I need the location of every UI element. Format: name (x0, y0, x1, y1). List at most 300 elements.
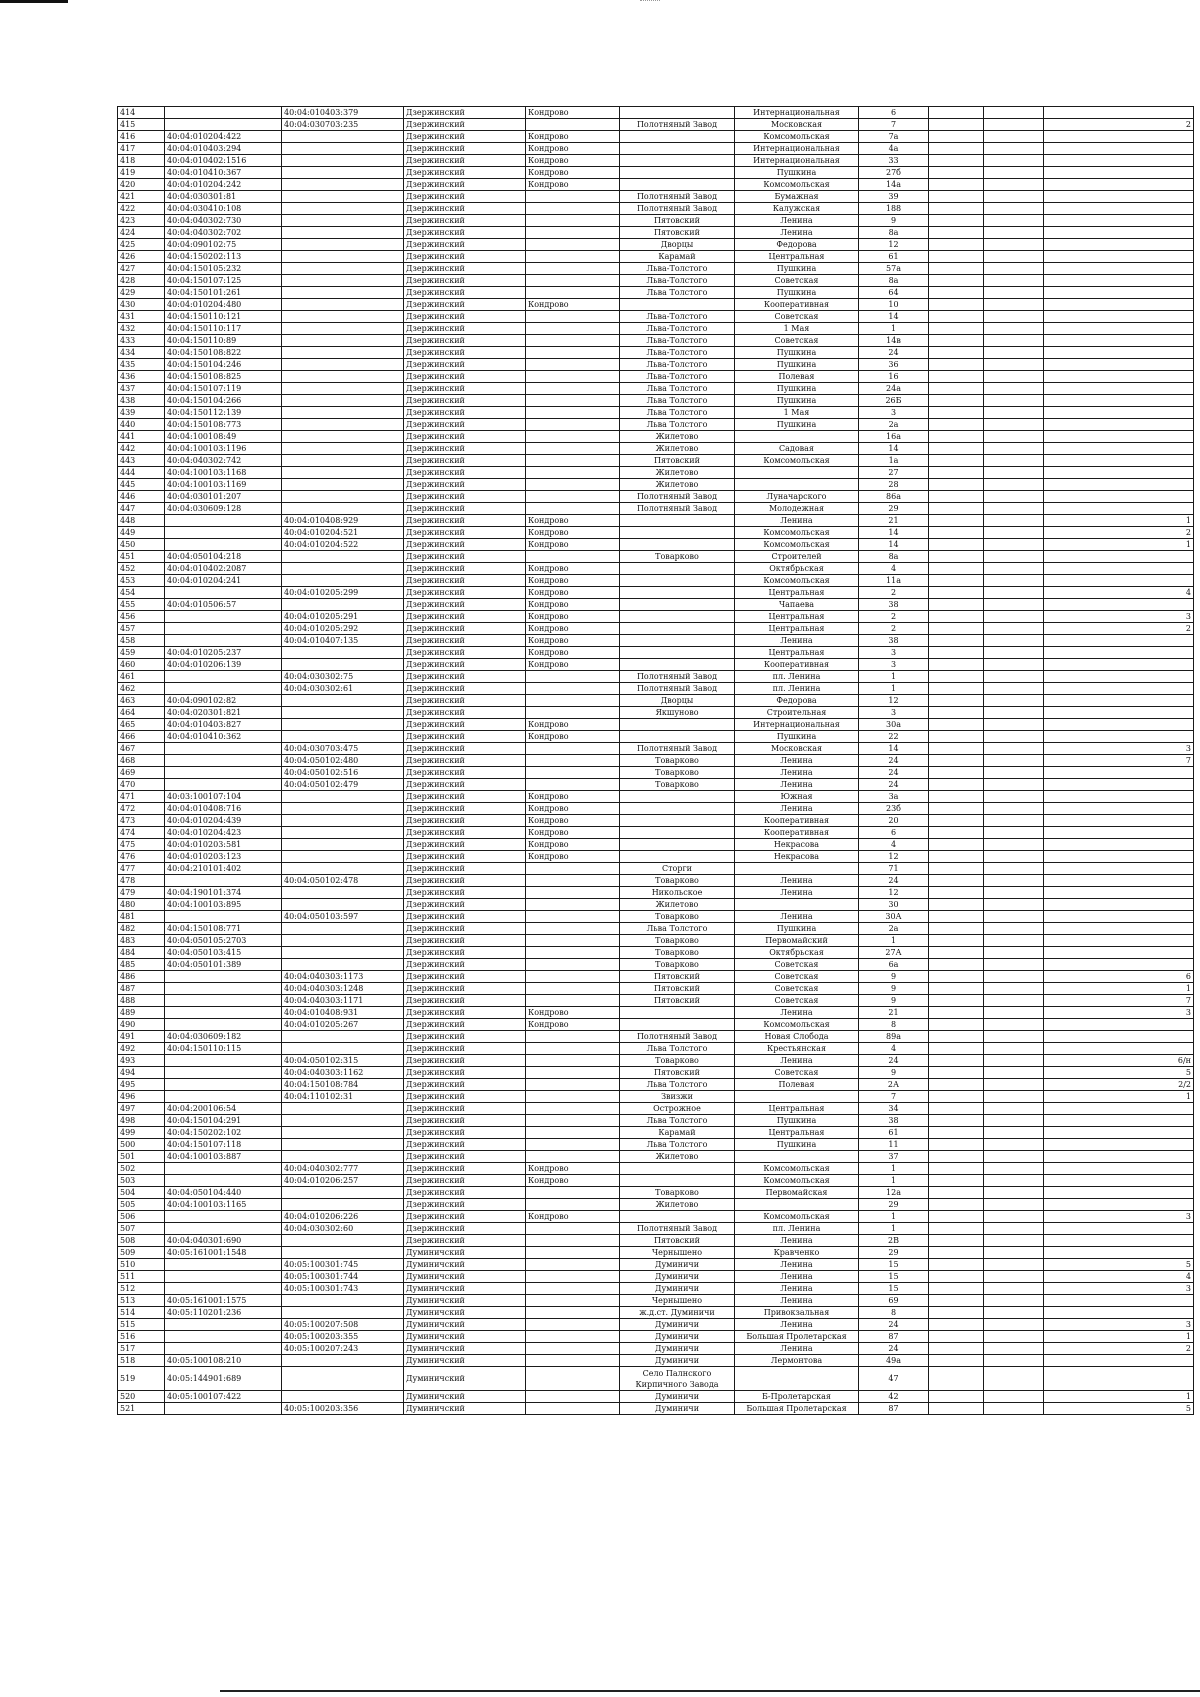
house-number: 14 (859, 743, 929, 755)
street-name: Ленина (735, 1319, 859, 1331)
cadastral-number-land (165, 539, 282, 551)
city-name (526, 263, 620, 275)
street-name: Пушкина (735, 731, 859, 743)
street-name: Центральная (735, 647, 859, 659)
row-number: 414 (118, 107, 165, 119)
district-name: Дзержинский (404, 887, 526, 899)
settlement-name: Жилетово (620, 443, 735, 455)
settlement-name: Пятовский (620, 1067, 735, 1079)
table-row (118, 563, 1194, 575)
cadastral-number-land: 40:04:030609:128 (165, 503, 282, 515)
table-row (118, 935, 1194, 947)
empty-cell (984, 263, 1044, 275)
district-name: Дзержинский (404, 623, 526, 635)
empty-cell (984, 875, 1044, 887)
row-number: 468 (118, 755, 165, 767)
apartment-number (1044, 143, 1194, 155)
district-name: Дзержинский (404, 635, 526, 647)
empty-cell (929, 1211, 984, 1223)
district-name: Дзержинский (404, 827, 526, 839)
table-row (118, 911, 1194, 923)
city-name: Кондрово (526, 167, 620, 179)
settlement-name: Товарково (620, 1187, 735, 1199)
empty-cell (984, 1091, 1044, 1103)
house-number: 64 (859, 287, 929, 299)
empty-cell (929, 1031, 984, 1043)
table-row (118, 815, 1194, 827)
empty-cell (984, 1331, 1044, 1343)
settlement-name (620, 179, 735, 191)
empty-cell (929, 815, 984, 827)
cadastral-number-land: 40:04:150108:773 (165, 419, 282, 431)
settlement-name: Льва Толстого (620, 1079, 735, 1091)
house-number: 8а (859, 227, 929, 239)
apartment-number: 5 (1044, 1067, 1194, 1079)
empty-cell (929, 887, 984, 899)
empty-cell (929, 1019, 984, 1031)
empty-cell (984, 659, 1044, 671)
empty-cell (984, 599, 1044, 611)
table-row (118, 671, 1194, 683)
apartment-number (1044, 671, 1194, 683)
apartment-number (1044, 1127, 1194, 1139)
cadastral-number-building (282, 707, 404, 719)
street-name (735, 1151, 859, 1163)
empty-cell (984, 863, 1044, 875)
empty-cell (984, 923, 1044, 935)
city-name (526, 755, 620, 767)
empty-cell (984, 323, 1044, 335)
city-name (526, 1331, 620, 1343)
district-name: Дзержинский (404, 1079, 526, 1091)
row-number: 454 (118, 587, 165, 599)
apartment-number (1044, 767, 1194, 779)
cadastral-number-land: 40:04:100103:1165 (165, 1199, 282, 1211)
city-name (526, 1367, 620, 1391)
row-number: 469 (118, 767, 165, 779)
apartment-number: 2 (1044, 623, 1194, 635)
cadastral-number-building (282, 827, 404, 839)
district-name: Дзержинский (404, 275, 526, 287)
apartment-number (1044, 359, 1194, 371)
settlement-name (620, 1007, 735, 1019)
empty-cell (984, 1175, 1044, 1187)
house-number: 38 (859, 599, 929, 611)
row-number: 519 (118, 1367, 165, 1391)
settlement-name: Льва-Толстого (620, 359, 735, 371)
table-row (118, 119, 1194, 131)
cadastral-number-building: 40:04:040303:1248 (282, 983, 404, 995)
row-number: 456 (118, 611, 165, 623)
row-number: 447 (118, 503, 165, 515)
apartment-number (1044, 383, 1194, 395)
cadastral-number-land: 40:04:150112:139 (165, 407, 282, 419)
apartment-number (1044, 371, 1194, 383)
empty-cell (984, 887, 1044, 899)
row-number: 449 (118, 527, 165, 539)
street-name: Комсомольская (735, 539, 859, 551)
cadastral-number-building (282, 323, 404, 335)
settlement-name: Полотняный Завод (620, 203, 735, 215)
district-name: Дзержинский (404, 1067, 526, 1079)
settlement-name (620, 107, 735, 119)
street-name: Ленина (735, 755, 859, 767)
street-name: Пушкина (735, 923, 859, 935)
row-number: 485 (118, 959, 165, 971)
cadastral-number-land (165, 515, 282, 527)
row-number: 494 (118, 1067, 165, 1079)
district-name: Дзержинский (404, 1055, 526, 1067)
cadastral-number-building (282, 179, 404, 191)
cadastral-number-building (282, 719, 404, 731)
empty-cell (984, 287, 1044, 299)
apartment-number (1044, 731, 1194, 743)
empty-cell (984, 1139, 1044, 1151)
apartment-number (1044, 1151, 1194, 1163)
house-number: 12 (859, 695, 929, 707)
empty-cell (984, 1391, 1044, 1403)
cadastral-number-building (282, 1151, 404, 1163)
table-row (118, 1271, 1194, 1283)
apartment-number (1044, 815, 1194, 827)
row-number: 488 (118, 995, 165, 1007)
city-name: Кондрово (526, 659, 620, 671)
cadastral-number-building: 40:05:100301:745 (282, 1259, 404, 1271)
street-name (735, 1199, 859, 1211)
district-name: Дзержинский (404, 179, 526, 191)
district-name: Дзержинский (404, 311, 526, 323)
city-name (526, 119, 620, 131)
apartment-number: 6/н (1044, 1055, 1194, 1067)
row-number: 493 (118, 1055, 165, 1067)
apartment-number (1044, 1103, 1194, 1115)
empty-cell (929, 1163, 984, 1175)
apartment-number: 1 (1044, 539, 1194, 551)
empty-cell (984, 683, 1044, 695)
empty-cell (984, 347, 1044, 359)
empty-cell (929, 203, 984, 215)
empty-cell (929, 1007, 984, 1019)
cadastral-number-land: 40:05:100107:422 (165, 1391, 282, 1403)
street-name: Пушкина (735, 287, 859, 299)
city-name (526, 371, 620, 383)
settlement-name: Жилетово (620, 899, 735, 911)
district-name: Дзержинский (404, 671, 526, 683)
row-number: 505 (118, 1199, 165, 1211)
cadastral-number-land (165, 1223, 282, 1235)
apartment-number: 2/2 (1044, 1079, 1194, 1091)
table-row (118, 791, 1194, 803)
street-name: Кооперативная (735, 659, 859, 671)
empty-cell (929, 791, 984, 803)
cadastral-number-building: 40:04:040303:1171 (282, 995, 404, 1007)
house-number: 15 (859, 1259, 929, 1271)
district-name: Дзержинский (404, 455, 526, 467)
row-number: 416 (118, 131, 165, 143)
cadastral-number-land (165, 1067, 282, 1079)
street-name: Ленина (735, 887, 859, 899)
empty-cell (984, 587, 1044, 599)
street-name (735, 863, 859, 875)
settlement-name: Село Палнского Кирпичного Завода (620, 1367, 735, 1391)
city-name: Кондрово (526, 635, 620, 647)
city-name (526, 1187, 620, 1199)
table-row (118, 539, 1194, 551)
settlement-name: Льва-Толстого (620, 371, 735, 383)
empty-cell (929, 575, 984, 587)
empty-cell (984, 611, 1044, 623)
city-name (526, 407, 620, 419)
city-name (526, 1391, 620, 1403)
table-row (118, 479, 1194, 491)
apartment-number (1044, 827, 1194, 839)
empty-cell (929, 899, 984, 911)
settlement-name: Думиничи (620, 1331, 735, 1343)
empty-cell (984, 755, 1044, 767)
house-number: 36 (859, 359, 929, 371)
city-name: Кондрово (526, 1175, 620, 1187)
house-number: 71 (859, 863, 929, 875)
apartment-number (1044, 575, 1194, 587)
empty-cell (929, 1295, 984, 1307)
apartment-number (1044, 503, 1194, 515)
empty-cell (929, 263, 984, 275)
district-name: Дзержинский (404, 947, 526, 959)
cadastral-number-land: 40:04:150101:261 (165, 287, 282, 299)
city-name (526, 419, 620, 431)
settlement-name: Товарково (620, 551, 735, 563)
city-name (526, 887, 620, 899)
house-number: 1 (859, 1211, 929, 1223)
cadastral-number-land (165, 623, 282, 635)
empty-cell (929, 1127, 984, 1139)
empty-cell (984, 1223, 1044, 1235)
cadastral-number-land: 40:04:010402:1516 (165, 155, 282, 167)
cadastral-number-building (282, 791, 404, 803)
district-name: Дзержинский (404, 731, 526, 743)
row-number: 487 (118, 983, 165, 995)
table-row (118, 1067, 1194, 1079)
street-name: Комсомольская (735, 527, 859, 539)
table-row (118, 251, 1194, 263)
settlement-name: Острожное (620, 1103, 735, 1115)
district-name: Дзержинский (404, 1127, 526, 1139)
table-row (118, 707, 1194, 719)
cadastral-number-building (282, 851, 404, 863)
street-name: Ленина (735, 1235, 859, 1247)
cadastral-number-land: 40:04:010204:439 (165, 815, 282, 827)
apartment-number: 3 (1044, 1283, 1194, 1295)
empty-cell (929, 119, 984, 131)
street-name: Московская (735, 743, 859, 755)
apartment-number (1044, 695, 1194, 707)
cadastral-number-building: 40:05:100203:356 (282, 1403, 404, 1415)
row-number: 423 (118, 215, 165, 227)
empty-cell (929, 1055, 984, 1067)
row-number: 437 (118, 383, 165, 395)
apartment-number (1044, 875, 1194, 887)
empty-cell (929, 1187, 984, 1199)
street-name: Октябрьская (735, 947, 859, 959)
city-name (526, 1031, 620, 1043)
city-name (526, 383, 620, 395)
apartment-number (1044, 395, 1194, 407)
cadastral-number-land (165, 1319, 282, 1331)
cadastral-number-building: 40:05:100203:355 (282, 1331, 404, 1343)
table-row (118, 227, 1194, 239)
city-name (526, 1343, 620, 1355)
district-name: Дзержинский (404, 1019, 526, 1031)
empty-cell (929, 635, 984, 647)
cadastral-number-building (282, 899, 404, 911)
district-name: Дзержинский (404, 1007, 526, 1019)
house-number: 3 (859, 659, 929, 671)
empty-cell (984, 215, 1044, 227)
empty-cell (984, 563, 1044, 575)
cadastral-number-land (165, 527, 282, 539)
empty-cell (929, 959, 984, 971)
house-number: 39 (859, 191, 929, 203)
house-number: 4 (859, 839, 929, 851)
house-number: 30 (859, 899, 929, 911)
table-row (118, 1211, 1194, 1223)
settlement-name (620, 719, 735, 731)
cadastral-number-building (282, 1031, 404, 1043)
district-name: Дзержинский (404, 851, 526, 863)
settlement-name: Товарково (620, 959, 735, 971)
empty-cell (929, 683, 984, 695)
cadastral-number-land: 40:04:150107:119 (165, 383, 282, 395)
city-name: Кондрово (526, 539, 620, 551)
cadastral-number-land: 40:04:150108:771 (165, 923, 282, 935)
apartment-number: 3 (1044, 743, 1194, 755)
cadastral-number-building (282, 887, 404, 899)
settlement-name: Пятовский (620, 995, 735, 1007)
district-name: Дзержинский (404, 779, 526, 791)
empty-cell (929, 287, 984, 299)
empty-cell (929, 299, 984, 311)
street-name: Московская (735, 119, 859, 131)
table-row (118, 743, 1194, 755)
district-name: Дзержинский (404, 167, 526, 179)
house-number: 87 (859, 1331, 929, 1343)
city-name: Кондрово (526, 827, 620, 839)
empty-cell (929, 1259, 984, 1271)
house-number: 87 (859, 1403, 929, 1415)
table-row (118, 1031, 1194, 1043)
district-name: Дзержинский (404, 155, 526, 167)
empty-cell (929, 167, 984, 179)
district-name: Дзержинский (404, 1163, 526, 1175)
table-row (118, 995, 1194, 1007)
empty-cell (984, 167, 1044, 179)
empty-cell (984, 1187, 1044, 1199)
district-name: Дзержинский (404, 1175, 526, 1187)
house-number: 27А (859, 947, 929, 959)
table-row (118, 155, 1194, 167)
apartment-number (1044, 1355, 1194, 1367)
empty-cell (984, 359, 1044, 371)
apartment-number (1044, 1247, 1194, 1259)
apartment-number (1044, 839, 1194, 851)
house-number: 2а (859, 923, 929, 935)
empty-cell (984, 1259, 1044, 1271)
empty-cell (929, 1403, 984, 1415)
cadastral-number-building (282, 959, 404, 971)
city-name: Кондрово (526, 587, 620, 599)
empty-cell (929, 875, 984, 887)
cadastral-number-land (165, 119, 282, 131)
cadastral-number-building: 40:04:030302:61 (282, 683, 404, 695)
empty-cell (984, 899, 1044, 911)
empty-cell (984, 1019, 1044, 1031)
row-number: 471 (118, 791, 165, 803)
empty-cell (984, 827, 1044, 839)
cadastral-number-land: 40:04:010203:581 (165, 839, 282, 851)
empty-cell (984, 227, 1044, 239)
row-number: 424 (118, 227, 165, 239)
apartment-number (1044, 491, 1194, 503)
street-name: Садовая (735, 443, 859, 455)
cadastral-number-building (282, 503, 404, 515)
table-row (118, 1391, 1194, 1403)
settlement-name: Льва Толстого (620, 395, 735, 407)
cadastral-number-land: 40:04:150104:266 (165, 395, 282, 407)
street-name: Советская (735, 995, 859, 1007)
cadastral-number-land: 40:04:010408:716 (165, 803, 282, 815)
table-row (118, 383, 1194, 395)
house-number: 14 (859, 539, 929, 551)
row-number: 425 (118, 239, 165, 251)
empty-cell (984, 1103, 1044, 1115)
street-name: Пушкина (735, 167, 859, 179)
empty-cell (984, 815, 1044, 827)
district-name: Дзержинский (404, 575, 526, 587)
empty-cell (984, 1127, 1044, 1139)
settlement-name: Думиничи (620, 1319, 735, 1331)
district-name: Дзержинский (404, 707, 526, 719)
empty-cell (929, 1319, 984, 1331)
cadastral-number-building (282, 227, 404, 239)
empty-cell (929, 503, 984, 515)
cadastral-number-building: 40:05:100301:744 (282, 1271, 404, 1283)
cadastral-number-building: 40:04:050102:479 (282, 779, 404, 791)
cadastral-number-land: 40:04:040302:742 (165, 455, 282, 467)
row-number: 476 (118, 851, 165, 863)
empty-cell (929, 383, 984, 395)
street-name: Южная (735, 791, 859, 803)
apartment-number (1044, 179, 1194, 191)
apartment-number (1044, 311, 1194, 323)
empty-cell (984, 995, 1044, 1007)
house-number: 8 (859, 1019, 929, 1031)
district-name: Дзержинский (404, 911, 526, 923)
table-row (118, 683, 1194, 695)
empty-cell (984, 1031, 1044, 1043)
empty-cell (984, 1151, 1044, 1163)
settlement-name: Товарково (620, 935, 735, 947)
empty-cell (929, 371, 984, 383)
row-number: 480 (118, 899, 165, 911)
table-row (118, 311, 1194, 323)
row-number: 475 (118, 839, 165, 851)
settlement-name: Дворцы (620, 239, 735, 251)
table-row (118, 1163, 1194, 1175)
house-number: 24а (859, 383, 929, 395)
district-name: Дзержинский (404, 335, 526, 347)
apartment-number (1044, 887, 1194, 899)
cadastral-number-land (165, 1343, 282, 1355)
